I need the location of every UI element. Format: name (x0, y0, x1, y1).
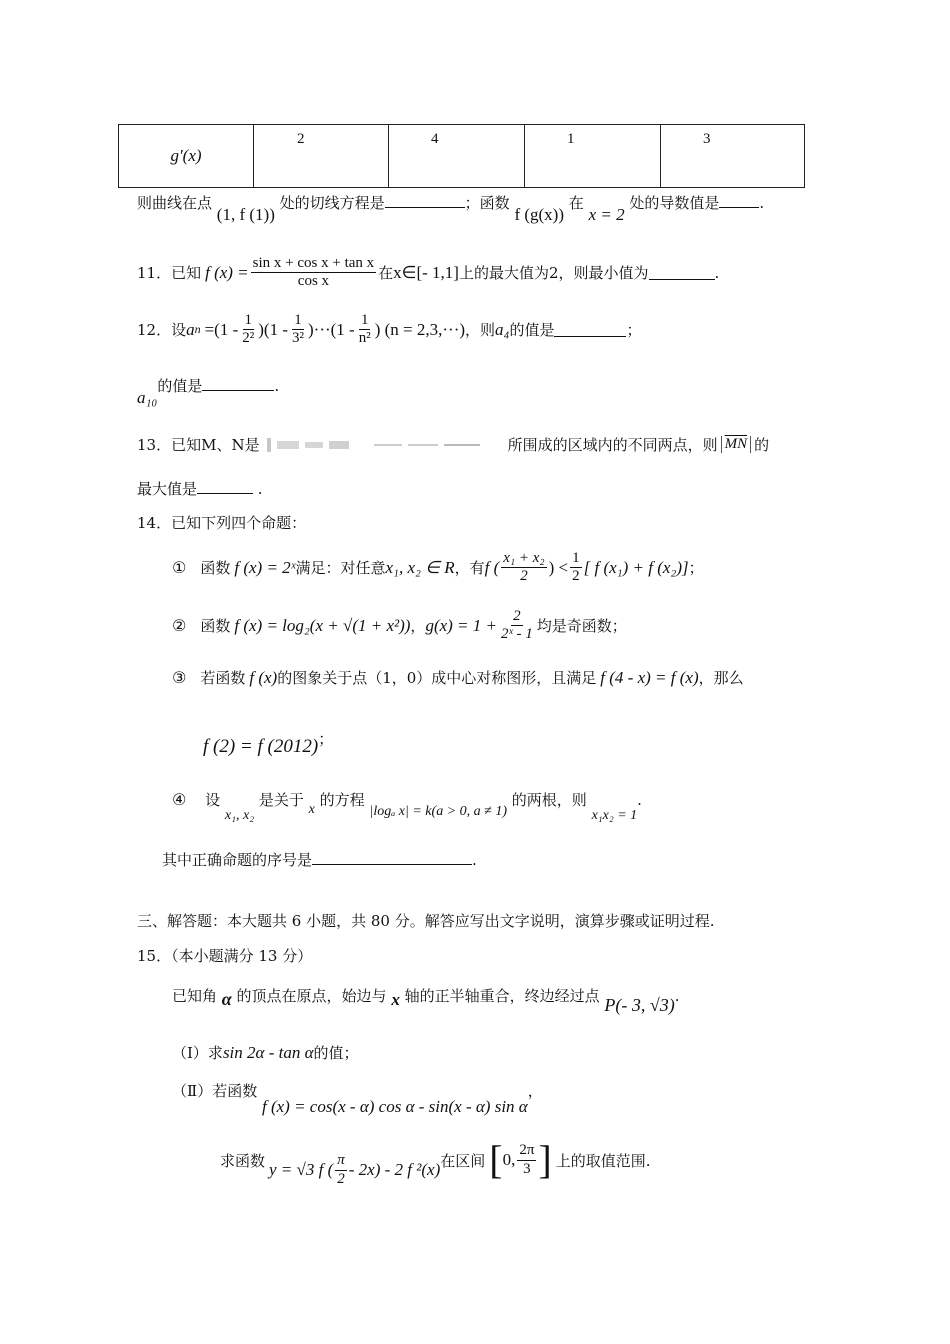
math-text: f ( (484, 557, 500, 577)
math-expr: y = √3 f ( (269, 1160, 334, 1179)
fraction-numerator: 2π (517, 1142, 536, 1160)
faded-constraint-image (264, 438, 504, 452)
question-13-line2 (137, 478, 263, 499)
math-text: )(1 - (258, 319, 288, 339)
text: 的顶点在原点，始边与 (236, 987, 387, 1005)
text: 求函数 (220, 1151, 266, 1170)
text: . (759, 194, 765, 212)
question-15-part2-task (220, 1137, 651, 1187)
fraction (501, 550, 546, 586)
proposition-3-line2 (203, 730, 334, 758)
math-text: ) (n = 2,3,···) (374, 319, 466, 339)
fraction (570, 550, 582, 586)
text: 最大值是 (137, 480, 198, 498)
question-12 (137, 312, 642, 348)
circled-number: ③ (172, 668, 187, 687)
fraction (335, 1152, 347, 1188)
question-number: 13．已知M、N是 (137, 436, 260, 454)
fraction-denominator: cos x (297, 273, 330, 290)
text: 轴的正半轴重合，终边经过点 (404, 987, 600, 1005)
proposition-4 (172, 789, 642, 823)
fraction-denominator: 2 (572, 568, 580, 585)
circled-number: ④ (172, 790, 187, 809)
table-row-label: g′(x) (170, 146, 202, 165)
text: ； (626, 321, 642, 340)
question-number: 11．已知 (137, 264, 202, 283)
text: ，那么 (698, 669, 744, 687)
text: . (637, 791, 642, 809)
right-bracket: ] (538, 1137, 552, 1182)
text: 的两根，则 (511, 791, 587, 809)
text: 设 (205, 791, 221, 809)
text: 处的切线方程是 (279, 194, 385, 212)
math-text: [ f (x₁) + f (x₂)] (583, 557, 689, 577)
text: . (714, 263, 720, 282)
fraction (499, 608, 535, 644)
text: 在 (378, 264, 394, 283)
proposition-1 (172, 550, 704, 586)
math-var: x (308, 802, 315, 817)
fraction-denominator: 3² (292, 330, 304, 347)
answer-blank (554, 322, 626, 337)
fraction (357, 312, 373, 348)
question-14-summary (162, 849, 477, 870)
question-11 (137, 255, 719, 291)
circled-number: ① (172, 558, 187, 578)
math-text: =(1 - (204, 319, 239, 339)
text: 是关于 (258, 791, 304, 809)
fraction (251, 255, 377, 291)
text: 均是奇函数； (536, 617, 627, 636)
math-var: a₁₀ (137, 388, 158, 407)
text: ； (318, 730, 334, 748)
text: ， (527, 1082, 543, 1100)
math-var: x (391, 990, 400, 1009)
question-14-title: 14．已知下列四个命题： (137, 514, 307, 532)
interval-left: 0, (502, 1150, 516, 1169)
fraction-numerator: 2 (511, 608, 523, 626)
math-interval: x∈[- 1,1] (393, 262, 459, 282)
text: 处的导数值是 (629, 194, 720, 212)
table-cell: 2 (254, 125, 389, 188)
table-cell: 1 (525, 125, 661, 188)
math-at: x = 2 (588, 205, 625, 224)
fraction-denominator: n² (358, 330, 371, 347)
math-eq: f (4 - x) = f (x) (600, 667, 699, 687)
answer-blank (719, 193, 759, 208)
answer-blank (202, 376, 274, 391)
interval (489, 1137, 552, 1182)
table-cell: 3 (661, 125, 805, 188)
fraction-numerator: x₁ + x₂ (501, 550, 546, 568)
text: 在区间 (440, 1151, 486, 1170)
fraction-denominator: 3 (523, 1160, 531, 1177)
fraction (240, 312, 256, 348)
derivative-table (118, 124, 805, 188)
math-eq: f (2) = f (2012) (203, 736, 319, 757)
part-label: （Ⅱ）若函数 (172, 1082, 258, 1100)
text: ， (410, 617, 426, 636)
text: 上的取值范围. (555, 1151, 651, 1170)
text: 的值是 (157, 377, 203, 395)
math-vars: x₁, x₂ (224, 808, 255, 823)
text: 的 (754, 436, 770, 454)
math-vars: x₁, x₂ ∈ R (385, 557, 455, 577)
math-func: f (x) (249, 667, 278, 687)
question-15-part1 (172, 1042, 359, 1063)
math-var: a (186, 319, 195, 339)
text: 其中正确命题的序号是 (162, 851, 313, 869)
fraction-denominator: 2ˣ - 1 (501, 626, 533, 643)
math-point: P(- 3, √3) (604, 995, 675, 1015)
math-eq: |logₐ x| = k(a > 0, a ≠ 1) (369, 804, 507, 819)
vector-magnitude (721, 436, 752, 453)
math-text: ) < (548, 557, 569, 577)
tangent-line-question (137, 192, 765, 224)
question-13 (137, 434, 769, 455)
math-sub: n (194, 322, 201, 337)
text: ； (688, 559, 704, 578)
fraction (517, 1142, 536, 1178)
text: 函数 (200, 559, 231, 578)
text: 所围成的区域内的不同两点，则 (507, 436, 718, 454)
math-func: g(x) = 1 + (425, 615, 497, 635)
answer-blank (649, 265, 715, 280)
text: 的值； (313, 1044, 359, 1062)
math-func: f (g(x)) (514, 205, 565, 224)
answer-blank (385, 193, 465, 208)
fraction-denominator: 2² (242, 330, 255, 347)
text: ；函数 (464, 194, 510, 212)
text: 满足：对任意 (295, 559, 386, 578)
vector-mn: $\overline{MN}$ (724, 436, 748, 452)
answer-blank (197, 479, 253, 494)
question-12-line2 (137, 375, 280, 407)
fraction-numerator: 1 (359, 312, 371, 330)
text: 函数 (200, 617, 231, 636)
fraction-denominator: 2 (520, 568, 528, 585)
fraction-numerator: 1 (243, 312, 255, 330)
part-label: （Ⅰ）求 (172, 1044, 223, 1062)
text: 的图象关于点（1，0）成中心对称图形，且满足 (277, 669, 597, 687)
math-eq: x₁x₂ = 1 (591, 808, 638, 823)
answer-blank (312, 850, 472, 865)
question-15-statement (172, 985, 680, 1015)
left-bracket: [ (489, 1137, 503, 1182)
math-point: (1, f (1)) (216, 205, 275, 224)
text: 的方程 (319, 791, 365, 809)
math-text: )···(1 - (308, 319, 355, 339)
text: . (674, 987, 680, 1005)
text: 在 (568, 194, 584, 212)
question-15-title: 15．（本小题满分 13 分） (137, 947, 313, 965)
math-expr: sin 2α - tan α (222, 1043, 314, 1062)
question-15-part2 (172, 1080, 543, 1116)
fraction (290, 312, 306, 348)
math-var: α (221, 989, 232, 1009)
math-lhs: f (x) = (205, 262, 249, 282)
math-expr: f (x) = cos(x - α) cos α - sin(x - α) sin α (261, 1097, 528, 1116)
text: 已知角 (172, 987, 218, 1005)
proposition-2 (172, 608, 627, 644)
text: 上的最大值为2，则最小值为 (458, 264, 649, 283)
text: ，有 (454, 559, 485, 578)
text: . (274, 377, 280, 395)
table-row (119, 125, 805, 188)
fraction-numerator: π (335, 1152, 347, 1170)
fraction-numerator: 1 (292, 312, 304, 330)
text: . (257, 480, 263, 498)
question-number: 12．设 (137, 321, 187, 340)
table-cell: 4 (389, 125, 525, 188)
circled-number: ② (172, 616, 187, 636)
fraction-denominator: 2 (337, 1170, 345, 1187)
math-func: f (x) = 2ˣ (234, 557, 296, 577)
text: 的值是 (509, 321, 555, 340)
math-var: a₄ (495, 319, 510, 339)
math-expr: - 2x) - 2 f ²(x) (348, 1160, 441, 1179)
math-func: f (x) = log₂(x + √(1 + x²)) (234, 615, 411, 635)
text: ，则 (465, 321, 496, 340)
text: 若函数 (200, 669, 246, 687)
text: . (472, 851, 477, 869)
fraction-numerator: 1 (570, 550, 582, 568)
text: 则曲线在点 (137, 194, 213, 212)
section-heading: 三、解答题：本大题共 6 小题，共 80 分。解答应写出文字说明，演算步骤或证明过程. (137, 912, 715, 930)
proposition-3 (172, 667, 744, 688)
fraction-numerator: sin x + cos x + tan x (251, 255, 377, 273)
